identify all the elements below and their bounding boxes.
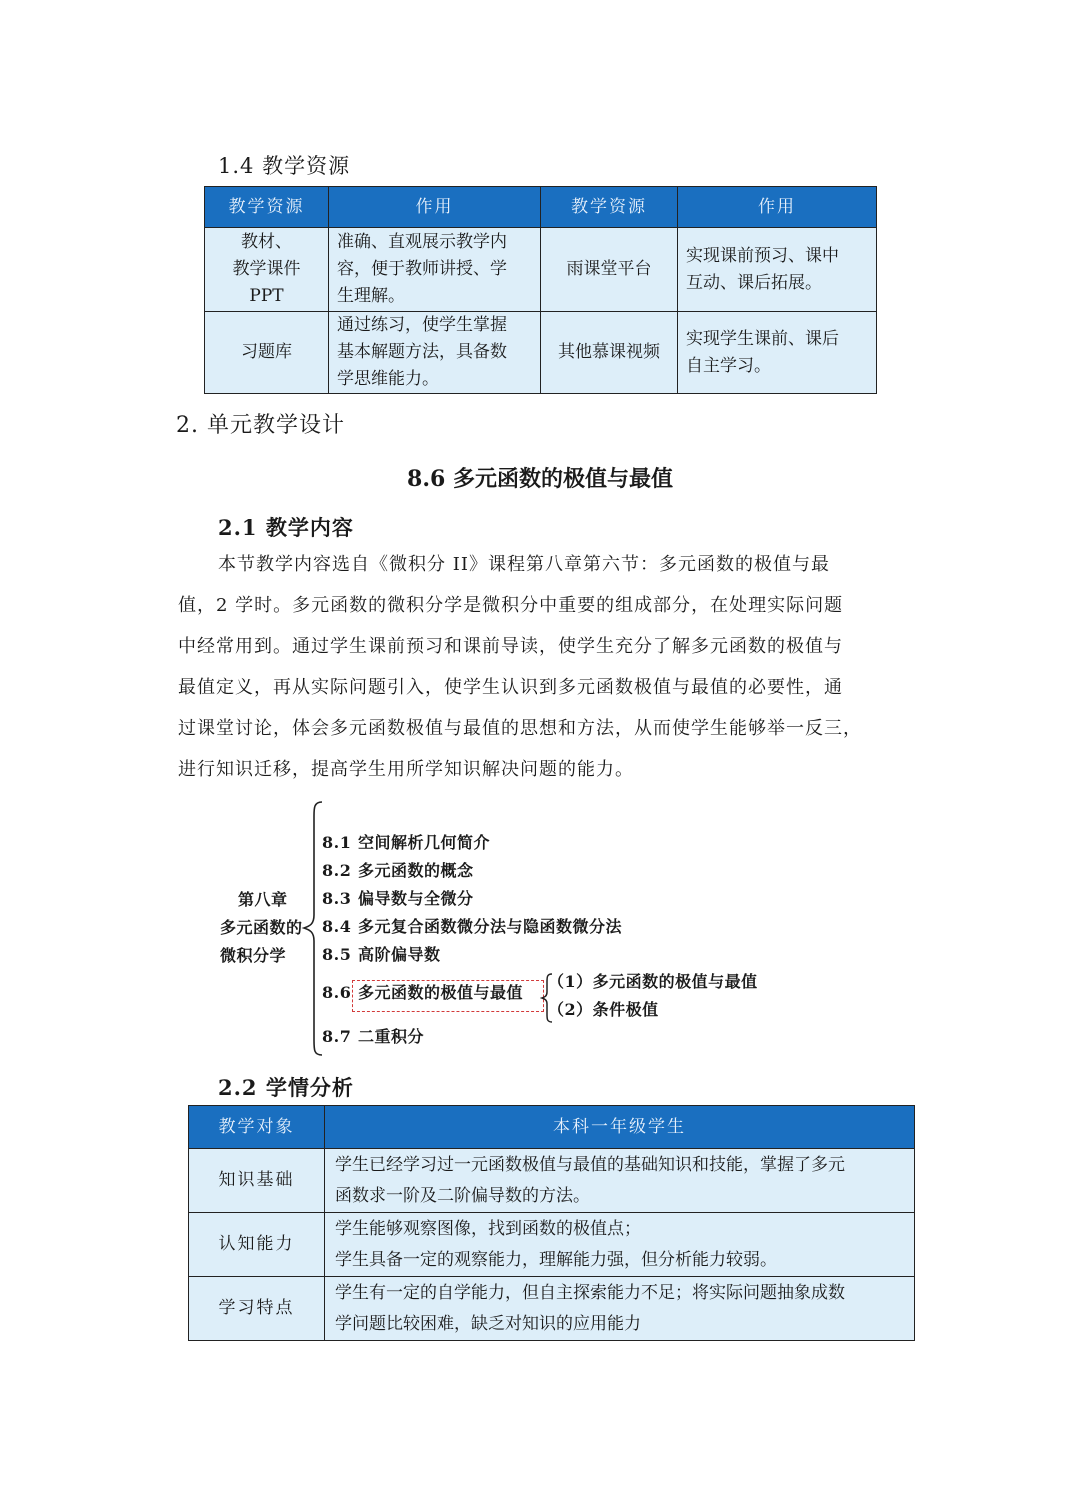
column-header: 作用 (329, 187, 541, 228)
resource-cell: 习题库 (205, 312, 329, 394)
outline-item: 8.4 多元复合函数微分法与隐函数微分法 (322, 917, 623, 936)
row-key: 学习特点 (189, 1277, 325, 1341)
column-header: 教学资源 (541, 187, 678, 228)
study-table-header (189, 1106, 915, 1149)
paragraph-line: 最值定义，再从实际问题引入，使学生认识到多元函数极值与最值的必要性，通 (178, 677, 843, 698)
sub-item: （1）多元函数的极值与最值 (548, 972, 758, 991)
study-analysis-table (188, 1105, 915, 1341)
column-header: 教学对象 (189, 1106, 325, 1149)
resource-cell: 雨课堂平台 (541, 228, 678, 312)
outline-item: 8.3 偏导数与全微分 (322, 889, 474, 908)
outline-item: 8.5 高阶偏导数 (322, 945, 441, 964)
sub-items (548, 968, 758, 1024)
paragraph-line: 值，2 学时。多元函数的微积分学是微积分中重要的组成部分，在处理实际问题 (178, 595, 844, 616)
resource-cell: 其他慕课视频 (541, 312, 678, 394)
paragraph-line: 中经常用到。通过学生课前预习和课前导读，使学生充分了解多元函数的极值与 (178, 636, 843, 657)
outline-item: 8.2 多元函数的概念 (322, 861, 474, 880)
column-header: 作用 (678, 187, 877, 228)
row-key: 认知能力 (189, 1213, 325, 1277)
row-value: 学生已经学习过一元函数极值与最值的基础知识和技能，掌握了多元 函数求一阶及二阶偏导数的方法。 (325, 1149, 915, 1213)
chapter-label: 第八章 多元函数的 微积分学 (220, 890, 303, 965)
usage-cell: 准确、直观展示教学内 容，便于教师讲授、学 生理解。 (329, 228, 541, 312)
resource-table (204, 186, 877, 394)
row-value: 学生能够观察图像，找到函数的极值点； 学生具备一定的观察能力，理解能力强，但分析能力较弱。 (325, 1213, 915, 1277)
highlight-dashed-box (352, 980, 544, 1012)
resource-cell: 教材、 教学课件 PPT (205, 228, 329, 312)
column-header: 本科一年级学生 (325, 1106, 915, 1149)
row-value: 学生有一定的自学能力，但自主探索能力不足；将实际问题抽象成数 学问题比较困难，缺乏对知识的应用能力 (325, 1277, 915, 1341)
paragraph-line: 进行知识迁移，提高学生用所学知识解决问题的能力。 (178, 759, 634, 780)
table-row (189, 1213, 915, 1277)
usage-cell: 实现学生课前、课后 自主学习。 (678, 312, 877, 394)
section-2-1-heading: 2.1 教学内容 (218, 515, 354, 540)
column-header: 教学资源 (205, 187, 329, 228)
outline-item: 8.1 空间解析几何简介 (322, 833, 491, 852)
paragraph-line: 过课堂讨论，体会多元函数极值与最值的思想和方法，从而使学生能够举一反三， (178, 718, 862, 739)
table-row (205, 312, 877, 394)
usage-cell: 通过练习，使学生掌握 基本解题方法，具备数 学思维能力。 (329, 312, 541, 394)
teaching-content-paragraph (178, 544, 904, 790)
section-1-4-heading: 1.4 教学资源 (218, 154, 351, 178)
resource-table-header (205, 187, 877, 228)
outline-item-highlighted: 8.6 多元函数的极值与最值 (322, 983, 524, 1002)
paragraph-line: 本节教学内容选自《微积分 II》课程第八章第六节：多元函数的极值与最 (218, 554, 830, 575)
table-row (189, 1149, 915, 1213)
usage-cell: 实现课前预习、课中 互动、课后拓展。 (678, 228, 877, 312)
section-2-2-heading: 2.2 学情分析 (218, 1075, 354, 1100)
row-key: 知识基础 (189, 1149, 325, 1213)
outline-item: 8.7 二重积分 (322, 1027, 425, 1046)
sub-item: （2）条件极值 (548, 1000, 659, 1019)
lesson-title: 8.6 多元函数的极值与最值 (407, 466, 673, 492)
table-row (205, 228, 877, 312)
section-2-heading: 2. 单元教学设计 (176, 413, 345, 438)
table-row (189, 1277, 915, 1341)
